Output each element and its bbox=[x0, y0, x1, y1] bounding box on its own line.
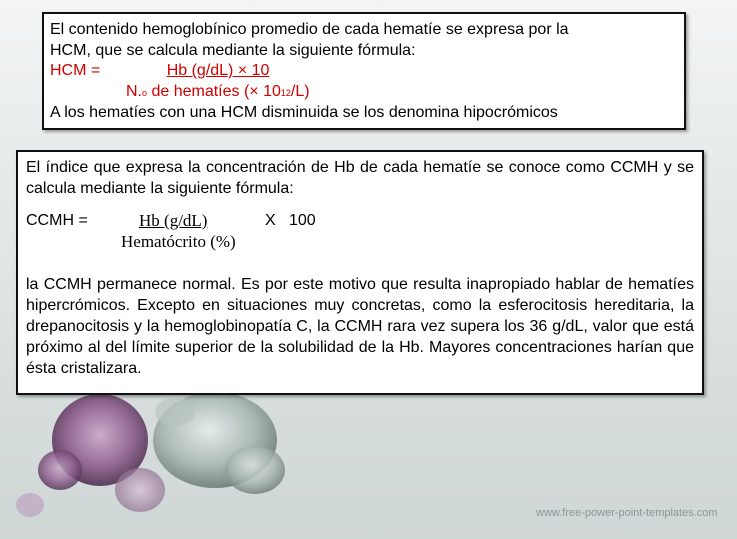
cell-shape bbox=[115, 468, 165, 512]
hcm-denominator-prefix: N. bbox=[126, 82, 142, 100]
ccmh-formula bbox=[26, 210, 694, 274]
hcm-denominator bbox=[50, 82, 684, 104]
cell-shape bbox=[38, 450, 82, 490]
hcm-denominator-main: de hematíes (× 10 bbox=[147, 82, 281, 100]
watermark: www.free-power-point-templates.com bbox=[536, 507, 718, 519]
hcm-denominator-exponent: 12 bbox=[280, 87, 291, 98]
ccmh-text-box bbox=[16, 150, 704, 395]
ccmh-intro: El índice que expresa la concentración de Hb de cada hematíe se conoce como CCMH y se calcula mediante la siguiente fórmula: bbox=[26, 159, 694, 197]
cell-shape bbox=[16, 493, 44, 517]
hcm-denominator-ordinal: o bbox=[142, 87, 148, 98]
hcm-label: HCM = bbox=[50, 62, 101, 79]
hcm-intro-line-2: HCM, que se calcula mediante la siguiente fórmula: bbox=[50, 41, 416, 59]
hcm-formula-line bbox=[50, 61, 684, 82]
ccmh-denominator: Hematócrito (%) bbox=[121, 232, 236, 251]
hcm-text-box bbox=[42, 12, 686, 130]
cell-shape bbox=[225, 446, 285, 494]
ccmh-multiplier: X 100 bbox=[265, 212, 316, 229]
hcm-conclusion-line: A los hematíes con una HCM disminuida se los denomina hipocrómicos bbox=[50, 104, 558, 121]
hcm-numerator: Hb (g/dL) × 10 bbox=[166, 62, 270, 79]
cell-shape bbox=[155, 398, 195, 426]
hcm-intro-line-1: El contenido hemoglobínico promedio de cada hematíe se expresa por la bbox=[50, 21, 569, 38]
ccmh-paragraph: la CCMH permanece normal. Es por este motivo que resulta inapropiado hablar de hematíes hipercrómicos. Excepto en situaciones muy concretas, como la esferocitosis hereditaria, la drepanocitosis y la hemoglobinopatía C, la CCMH rara vez supera los 36 g/dL, valor que está próximo al del límite superior de la solubilidad de la Hb. Mayores concentraciones harían que ésta cristalizara. bbox=[26, 276, 694, 377]
ccmh-numerator: Hb (g/dL) bbox=[139, 211, 208, 230]
ccmh-label: CCMH = bbox=[26, 212, 88, 229]
hcm-denominator-unit: /L) bbox=[290, 82, 310, 100]
